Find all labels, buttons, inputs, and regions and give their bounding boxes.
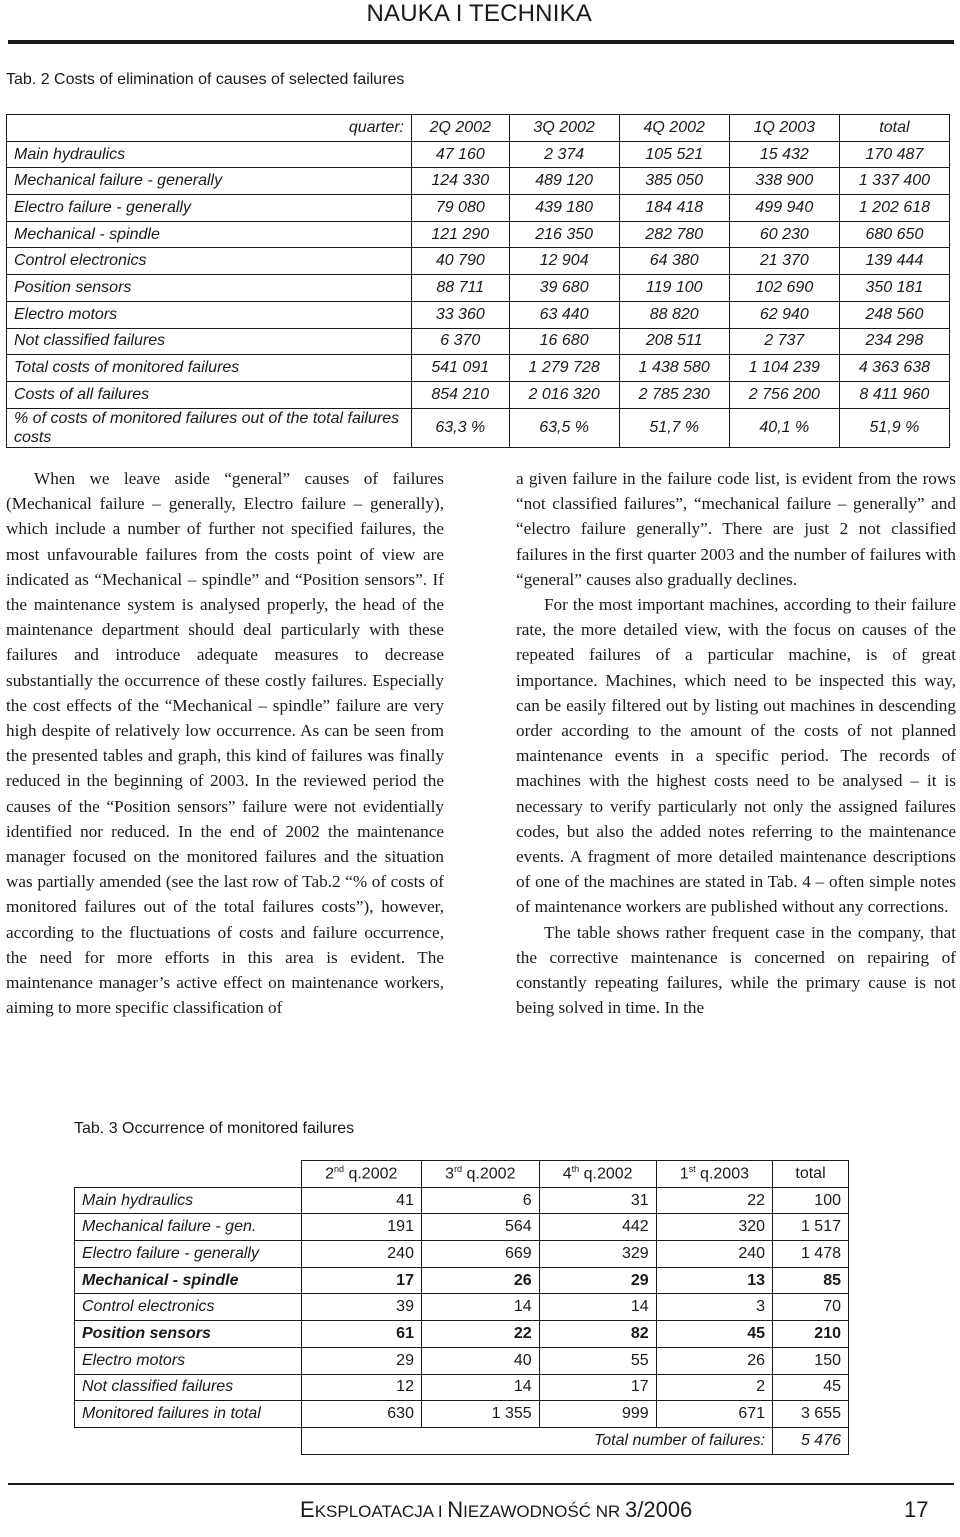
tab3-cell: 630 xyxy=(301,1401,421,1428)
body-paragraph: The table shows rather frequent case in the company, that the corrective maintenance is concerned on repairing of constantly repeating failures, while the primary cause is not being solved in time. In the xyxy=(516,922,956,1018)
tab3-cell: 45 xyxy=(656,1321,772,1348)
tab3-row xyxy=(75,1347,849,1374)
tab2-col-header: total xyxy=(839,115,949,142)
tab3-cell: 17 xyxy=(301,1267,421,1294)
tab3-cell: 22 xyxy=(656,1187,772,1214)
tab3-cell: 29 xyxy=(539,1267,656,1294)
tab2-cell: 208 511 xyxy=(619,328,729,355)
tab2-row xyxy=(7,141,950,168)
tab2-row xyxy=(7,328,950,355)
tab3-cell: 3 655 xyxy=(773,1401,849,1428)
tab2-cell: 88 711 xyxy=(412,275,510,302)
tab3-cell: 3 xyxy=(656,1294,772,1321)
tab2-cell: 8 411 960 xyxy=(839,381,949,408)
tab3-row xyxy=(75,1321,849,1348)
tab2-row xyxy=(7,301,950,328)
tab2-cell: 15 432 xyxy=(729,141,839,168)
tab2-cell: 2 785 230 xyxy=(619,381,729,408)
tab2-cell: 39 680 xyxy=(509,275,619,302)
tab3-row xyxy=(75,1214,849,1241)
tab2-cell: 51,7 % xyxy=(619,408,729,447)
tab2-cell: 79 080 xyxy=(412,195,510,222)
tab3-cell: 1 478 xyxy=(773,1241,849,1268)
tab2-cell: 139 444 xyxy=(839,248,949,275)
tab2-cell: 1 104 239 xyxy=(729,355,839,382)
tab3-row xyxy=(75,1374,849,1401)
tab3-row-label: Position sensors xyxy=(75,1321,302,1348)
tab2-cell: 489 120 xyxy=(509,168,619,195)
tab2-row-label: Electro motors xyxy=(7,301,412,328)
body-column-left xyxy=(6,466,444,1020)
tab3-cell: 61 xyxy=(301,1321,421,1348)
tab2-row xyxy=(7,168,950,195)
tab2-cell: 51,9 % xyxy=(839,408,949,447)
tab2-row xyxy=(7,248,950,275)
tab3-cell: 191 xyxy=(301,1214,421,1241)
tab3-cell: 82 xyxy=(539,1321,656,1348)
tab2-cell: 63,3 % xyxy=(412,408,510,447)
tab3-cell: 26 xyxy=(421,1267,539,1294)
tab3-cell: 39 xyxy=(301,1294,421,1321)
tab2-costs-table xyxy=(6,114,950,448)
tab2-cell: 1 279 728 xyxy=(509,355,619,382)
tab2-cell: 12 904 xyxy=(509,248,619,275)
body-paragraph: a given failure in the failure code list, is evident from the rows “not classified failures”, “mechanical failure – generally” and “electro failure generally”. There are just 2 not classified failures in the first quarter 2003 and the number of failures with “general” causes also gradually declines. xyxy=(516,469,956,589)
tab3-row xyxy=(75,1294,849,1321)
tab2-cell: 2 374 xyxy=(509,141,619,168)
tab2-row-label: Costs of all failures xyxy=(7,381,412,408)
tab3-total-value: 5 476 xyxy=(773,1427,849,1454)
tab3-blank-cell xyxy=(75,1427,302,1454)
tab2-cell: 385 050 xyxy=(619,168,729,195)
tab3-occurrence-table xyxy=(74,1160,849,1455)
tab3-cell: 564 xyxy=(421,1214,539,1241)
tab2-cell: 119 100 xyxy=(619,275,729,302)
tab2-cell: 854 210 xyxy=(412,381,510,408)
tab3-cell: 669 xyxy=(421,1241,539,1268)
tab3-cell: 29 xyxy=(301,1347,421,1374)
tab2-row-label: Mechanical - spindle xyxy=(7,221,412,248)
tab2-row xyxy=(7,408,950,447)
tab3-cell: 240 xyxy=(301,1241,421,1268)
tab2-cell: 62 940 xyxy=(729,301,839,328)
tab2-header-row xyxy=(7,115,950,142)
tab2-cell: 541 091 xyxy=(412,355,510,382)
tab3-cell: 13 xyxy=(656,1267,772,1294)
tab3-cell: 2 xyxy=(656,1374,772,1401)
footer-journal-name: EKSPLOATACJA I NIEZAWODNOŚĆ NR 3/2006 xyxy=(300,1497,693,1522)
tab3-cell: 55 xyxy=(539,1347,656,1374)
tab3-cell: 210 xyxy=(773,1321,849,1348)
tab3-cell: 1 517 xyxy=(773,1214,849,1241)
tab3-row-label: Monitored failures in total xyxy=(75,1401,302,1428)
tab3-row-label: Mechanical failure - gen. xyxy=(75,1214,302,1241)
tab3-cell: 85 xyxy=(773,1267,849,1294)
tab3-cell: 41 xyxy=(301,1187,421,1214)
tab2-row-label: Main hydraulics xyxy=(7,141,412,168)
body-paragraph: When we leave aside “general” causes of failures (Mechanical failure – generally, Electro failure – generally), which include a number of further not specified failures, the most unfavourable failures from the costs point of view are indicated as “Mechanical – spindle” and “Position sensors”. If the maintenance system is analysed properly, the head of the maintenance department should deal particularly with these failures and introduce adequate measures to decrease substantially the occurrence of these costly failures. Especially the cost effects of the “Mechanical – spindle” failure are very high despite of relatively low occurrence. As can be seen from the presented tables and graph, this kind of failures was finally reduced in the beginning of 2003. In the reviewed period the causes of the “Position sensors” failure were not evidentially identified nor reduced. In the end of 2002 the maintenance manager focused on the monitored failures and the situation was partially amended (see the last row of Tab.2 “% of costs of monitored failures out of the total failures costs”), however, according to the fluctuations of costs and failure occurrence, the need for more efforts in this area is evident. The maintenance manager’s active effect on maintenance workers, aiming to more specific classification of xyxy=(6,469,444,1018)
tab3-row xyxy=(75,1187,849,1214)
tab2-row-label: Not classified failures xyxy=(7,328,412,355)
tab3-cell: 17 xyxy=(539,1374,656,1401)
tab3-cell: 320 xyxy=(656,1214,772,1241)
tab2-row xyxy=(7,381,950,408)
tab2-cell: 1 337 400 xyxy=(839,168,949,195)
tab2-cell: 60 230 xyxy=(729,221,839,248)
tab3-row-label: Mechanical - spindle xyxy=(75,1267,302,1294)
tab2-cell: 4 363 638 xyxy=(839,355,949,382)
tab3-col-header: 3rd q.2002 xyxy=(421,1161,539,1188)
tab2-cell: 234 298 xyxy=(839,328,949,355)
tab2-caption: Tab. 2 Costs of elimination of causes of selected failures xyxy=(6,71,405,88)
tab3-cell: 22 xyxy=(421,1321,539,1348)
tab3-row-label: Electro failure - generally xyxy=(75,1241,302,1268)
tab3-cell: 14 xyxy=(421,1294,539,1321)
tab2-row xyxy=(7,275,950,302)
tab2-cell: 2 737 xyxy=(729,328,839,355)
tab3-blank-cell xyxy=(75,1161,302,1188)
journal-section-title: NAUKA I TECHNIKA xyxy=(366,0,592,27)
tab2-row-label: Mechanical failure - generally xyxy=(7,168,412,195)
tab3-cell: 26 xyxy=(656,1347,772,1374)
tab3-cell: 31 xyxy=(539,1187,656,1214)
tab2-cell: 33 360 xyxy=(412,301,510,328)
tab3-cell: 329 xyxy=(539,1241,656,1268)
tab3-total-row xyxy=(75,1427,849,1454)
tab3-cell: 100 xyxy=(773,1187,849,1214)
tab2-cell: 439 180 xyxy=(509,195,619,222)
tab3-row-label: Main hydraulics xyxy=(75,1187,302,1214)
tab2-cell: 124 330 xyxy=(412,168,510,195)
tab2-row-label: Position sensors xyxy=(7,275,412,302)
tab2-cell: 105 521 xyxy=(619,141,729,168)
tab2-cell: 64 380 xyxy=(619,248,729,275)
tab2-cell: 282 780 xyxy=(619,221,729,248)
tab3-cell: 442 xyxy=(539,1214,656,1241)
tab3-total-label: Total number of failures: xyxy=(301,1427,773,1454)
tab3-col-header: total xyxy=(773,1161,849,1188)
tab2-cell: 40 790 xyxy=(412,248,510,275)
tab2-cell: 2 016 320 xyxy=(509,381,619,408)
tab2-cell: 102 690 xyxy=(729,275,839,302)
tab2-cell: 63 440 xyxy=(509,301,619,328)
tab3-caption: Tab. 3 Occurrence of monitored failures xyxy=(74,1120,355,1137)
tab3-cell: 70 xyxy=(773,1294,849,1321)
tab2-cell: 248 560 xyxy=(839,301,949,328)
tab2-col-header: 1Q 2003 xyxy=(729,115,839,142)
tab3-row-label: Control electronics xyxy=(75,1294,302,1321)
tab2-cell: 350 181 xyxy=(839,275,949,302)
tab2-cell: 1 438 580 xyxy=(619,355,729,382)
tab3-row xyxy=(75,1401,849,1428)
page-number: 17 xyxy=(904,1497,929,1522)
tab2-col-header: 3Q 2002 xyxy=(509,115,619,142)
tab3-cell: 150 xyxy=(773,1347,849,1374)
tab3-row-label: Not classified failures xyxy=(75,1374,302,1401)
tab3-cell: 671 xyxy=(656,1401,772,1428)
tab2-cell: 2 756 200 xyxy=(729,381,839,408)
tab2-row-label: % of costs of monitored failures out of the total failures costs xyxy=(7,408,412,447)
tab3-cell: 12 xyxy=(301,1374,421,1401)
tab2-row xyxy=(7,195,950,222)
tab2-cell: 170 487 xyxy=(839,141,949,168)
tab2-cell: 499 940 xyxy=(729,195,839,222)
tab3-cell: 14 xyxy=(539,1294,656,1321)
tab3-col-header: 4th q.2002 xyxy=(539,1161,656,1188)
tab2-row xyxy=(7,355,950,382)
tab3-cell: 999 xyxy=(539,1401,656,1428)
tab2-cell: 16 680 xyxy=(509,328,619,355)
tab3-row xyxy=(75,1241,849,1268)
tab2-row-label: Electro failure - generally xyxy=(7,195,412,222)
header-rule xyxy=(8,40,954,44)
tab3-col-header: 2nd q.2002 xyxy=(301,1161,421,1188)
tab2-cell: 88 820 xyxy=(619,301,729,328)
tab2-cell: 63,5 % xyxy=(509,408,619,447)
tab3-row xyxy=(75,1267,849,1294)
body-paragraph: For the most important machines, according to their failure rate, the more detailed view, with the focus on causes of the repeated failures of a particular machine, is of great importance. Machines, which need to be inspected this way, can be easily filtered out by listing out machines in descending order according to the amount of the costs of not planned maintenance events in a specific period. The records of machines with the highest costs need to be analysed – it is necessary to verify particularly not only the assigned failures codes, but also the added notes referring to the maintenance events. A fragment of more detailed maintenance descriptions of one of the machines are stated in Tab. 4 – often simple notes of maintenance workers are published without any corrections. xyxy=(516,595,956,917)
tab2-cell: 121 290 xyxy=(412,221,510,248)
body-column-right xyxy=(516,466,956,1020)
tab3-row-label: Electro motors xyxy=(75,1347,302,1374)
tab3-cell: 40 xyxy=(421,1347,539,1374)
tab3-cell: 240 xyxy=(656,1241,772,1268)
tab3-cell: 45 xyxy=(773,1374,849,1401)
tab2-cell: 184 418 xyxy=(619,195,729,222)
tab2-cell: 338 900 xyxy=(729,168,839,195)
tab3-cell: 1 355 xyxy=(421,1401,539,1428)
tab3-cell: 14 xyxy=(421,1374,539,1401)
tab2-cell: 1 202 618 xyxy=(839,195,949,222)
tab2-cell: 216 350 xyxy=(509,221,619,248)
tab2-cell: 6 370 xyxy=(412,328,510,355)
tab3-header-row xyxy=(75,1161,849,1188)
footer-rule xyxy=(8,1483,954,1485)
tab3-cell: 6 xyxy=(421,1187,539,1214)
tab2-quarter-label: quarter: xyxy=(7,115,412,142)
tab2-row-label: Total costs of monitored failures xyxy=(7,355,412,382)
tab2-cell: 21 370 xyxy=(729,248,839,275)
tab2-cell: 47 160 xyxy=(412,141,510,168)
tab2-row xyxy=(7,221,950,248)
tab2-col-header: 2Q 2002 xyxy=(412,115,510,142)
tab2-row-label: Control electronics xyxy=(7,248,412,275)
tab2-col-header: 4Q 2002 xyxy=(619,115,729,142)
tab2-cell: 680 650 xyxy=(839,221,949,248)
tab2-cell: 40,1 % xyxy=(729,408,839,447)
tab3-col-header: 1st q.2003 xyxy=(656,1161,772,1188)
